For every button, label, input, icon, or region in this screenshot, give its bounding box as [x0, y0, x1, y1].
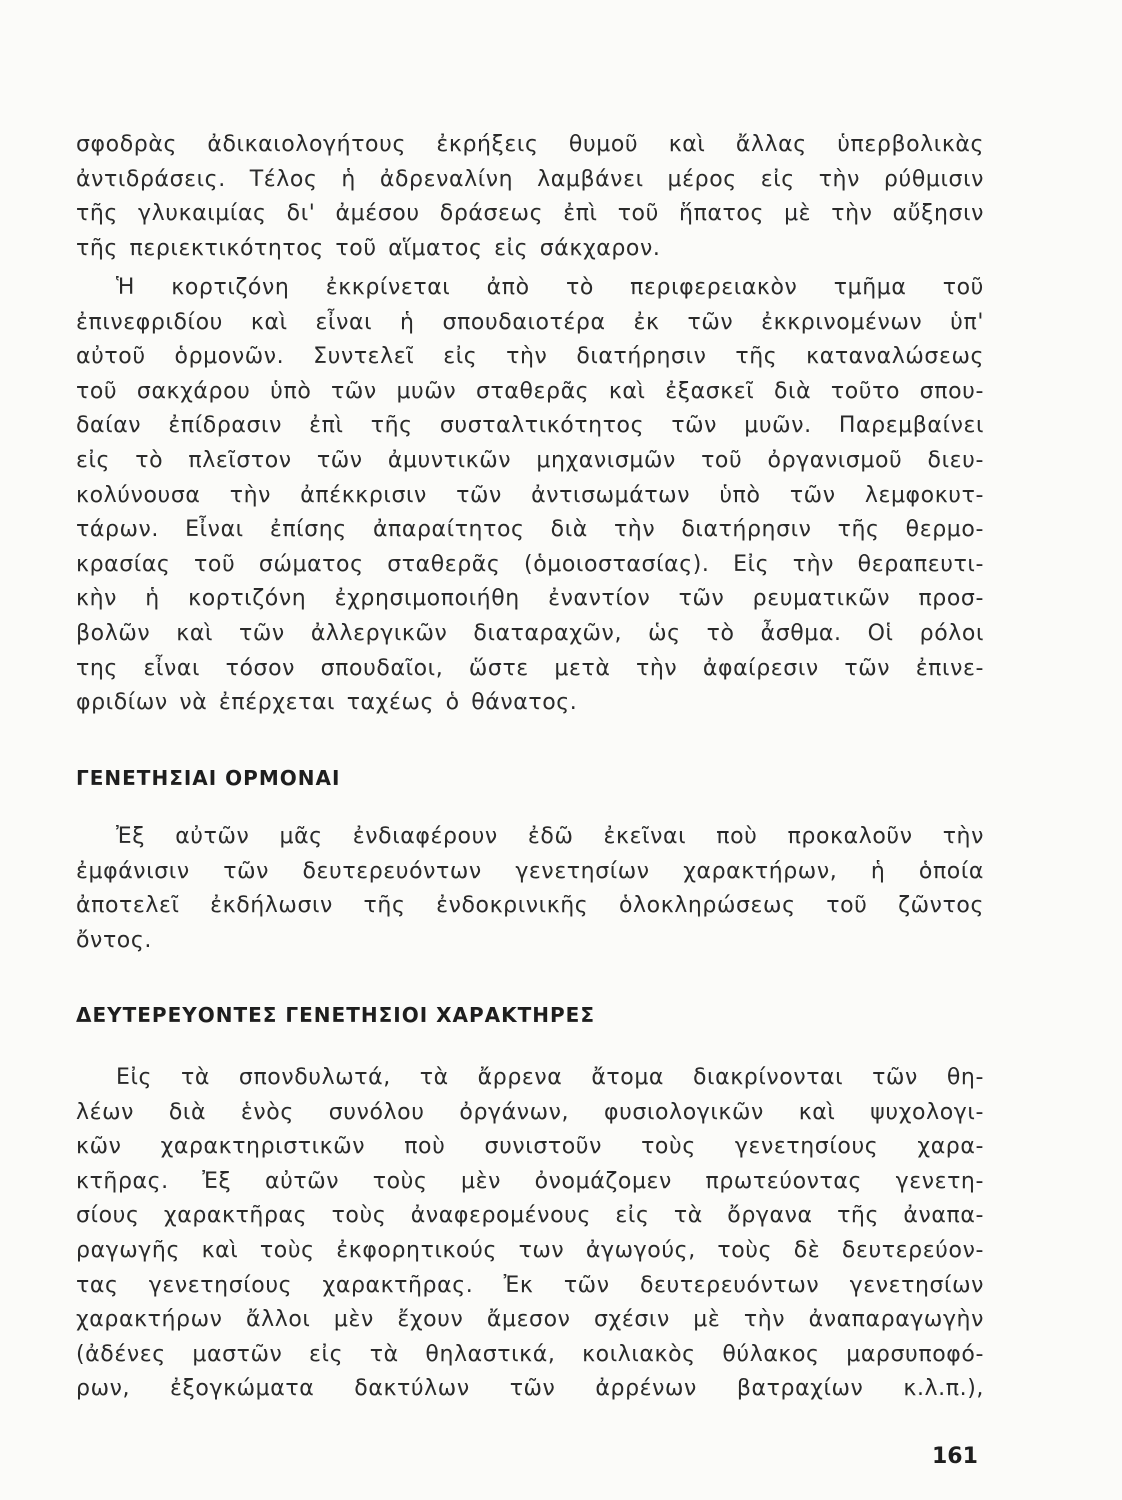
text-line: φριδίων νὰ ἐπέρχεται ταχέως ὁ θάνατος.	[76, 690, 578, 716]
text-line: δαίαν ἐπίδρασιν ἐπὶ τῆς συσταλτικότητος τῶν μυῶν. Παρεμβαίνει	[76, 413, 984, 439]
text-line: ρων, ἐξογκώματα δακτύλων τῶν ἀρρένων βατραχίων κ.λ.π.),	[76, 1376, 984, 1402]
section-heading-sex-hormones: ΓΕΝΕΤΗΣΙΑΙ ΟΡΜΟΝΑΙ	[76, 766, 341, 790]
text-line: κῶν χαρακτηριστικῶν ποὺ συνιστοῦν τοὺς γενετησίους χαρα-	[76, 1134, 984, 1160]
text-line: Ἡ κορτιζόνη ἐκκρίνεται ἀπὸ τὸ περιφερειακὸν τμῆμα τοῦ	[116, 275, 984, 300]
text-line: κολύνουσα τὴν ἀπέκκρισιν τῶν ἀντισωμάτων ὑπὸ τῶν λεμφοκυτ-	[76, 482, 984, 508]
text-line: ραγωγῆς καὶ τοὺς ἐκφορητικούς των ἀγωγούς, τοὺς δὲ δευτερεύον-	[76, 1237, 984, 1263]
text-line: τας γενετησίους χαρακτῆρας. Ἐκ τῶν δευτερευόντων γενετησίων	[76, 1272, 984, 1298]
text-line: της εἶναι τόσον σπουδαῖοι, ὥστε μετὰ τὴν ἀφαίρεσιν τῶν ἐπινε-	[76, 655, 984, 681]
paragraph-adrenaline	[76, 128, 984, 266]
text-line: λέων διὰ ἑνὸς συνόλου ὀργάνων, φυσιολογικῶν καὶ ψυχολογι-	[76, 1099, 984, 1125]
text-line: ἀντιδράσεις. Τέλος ἡ ἀδρεναλίνη λαμβάνει μέρος εἰς τὴν ρύθμισιν	[76, 166, 984, 192]
text-line: Εἰς τὰ σπονδυλωτά, τὰ ἄρρενα ἄτομα διακρίνονται τῶν θη-	[116, 1065, 984, 1090]
paragraph-secondary-characters	[76, 1061, 984, 1407]
text-line: ὄντος.	[76, 927, 152, 953]
text-line: βολῶν καὶ τῶν ἀλλεργικῶν διαταραχῶν, ὡς τὸ ἆσθμα. Οἱ ρόλοι	[76, 620, 984, 646]
paragraph-sex-hormones	[76, 820, 984, 958]
text-line: (ἀδένες μαστῶν εἰς τὰ θηλαστικά, κοιλιακὸς θύλακος μαρσυποφό-	[76, 1341, 984, 1367]
text-line: τῆς γλυκαιμίας δι' ἀμέσου δράσεως ἐπὶ τοῦ ἥπατος μὲ τὴν αὔξησιν	[76, 201, 984, 227]
text-line: ἐμφάνισιν τῶν δευτερευόντων γενετησίων χαρακτήρων, ἡ ὁποία	[76, 858, 984, 884]
text-line: σφοδρὰς ἀδικαιολογήτους ἐκρήξεις θυμοῦ καὶ ἄλλας ὑπερβολικὰς	[76, 132, 984, 157]
text-line: σίους χαρακτῆρας τοὺς ἀναφερομένους εἰς τὰ ὄργανα τῆς ἀναπα-	[76, 1203, 984, 1229]
text-line: εἰς τὸ πλεῖστον τῶν ἀμυντικῶν μηχανισμῶν τοῦ ὀργανισμοῦ διευ-	[76, 447, 984, 473]
text-line: αὐτοῦ ὁρμονῶν. Συντελεῖ εἰς τὴν διατήρησιν τῆς καταναλώσεως	[76, 344, 984, 370]
text-line: ἐπινεφριδίου καὶ εἶναι ἡ σπουδαιοτέρα ἐκ τῶν ἐκκρινομένων ὑπ'	[76, 309, 984, 335]
text-line: χαρακτήρων ἄλλοι μὲν ἔχουν ἄμεσον σχέσιν μὲ τὴν ἀναπαραγωγὴν	[76, 1307, 984, 1333]
text-line: ἀποτελεῖ ἐκδήλωσιν τῆς ἐνδοκρινικῆς ὁλοκληρώσεως τοῦ ζῶντος	[76, 893, 984, 919]
text-line: τῆς περιεκτικότητος τοῦ αἵματος εἰς σάκχαρον.	[76, 235, 661, 261]
section-heading-secondary-characters: ΔΕΥΤΕΡΕΥΟΝΤΕΣ ΓΕΝΕΤΗΣΙΟΙ ΧΑΡΑΚΤΗΡΕΣ	[76, 1003, 595, 1027]
text-line: κὴν ἡ κορτιζόνη ἐχρησιμοποιήθη ἐναντίον τῶν ρευματικῶν προσ-	[76, 586, 984, 612]
text-line: Ἐξ αὐτῶν μᾶς ἐνδιαφέρουν ἐδῶ ἐκεῖναι ποὺ προκαλοῦν τὴν	[116, 824, 984, 849]
text-line: τάρων. Εἶναι ἐπίσης ἀπαραίτητος διὰ τὴν διατήρησιν τῆς θερμο-	[76, 517, 984, 543]
text-line: κρασίας τοῦ σώματος σταθερᾶς (ὁμοιοστασίας). Εἰς τὴν θεραπευτι-	[76, 551, 984, 577]
paragraph-cortisone	[76, 271, 984, 721]
page-number: 161	[932, 1444, 978, 1469]
text-line: τοῦ σακχάρου ὑπὸ τῶν μυῶν σταθερᾶς καὶ ἐξασκεῖ διὰ τοῦτο σπου-	[76, 378, 984, 404]
text-line: κτῆρας. Ἐξ αὐτῶν τοὺς μὲν ὀνομάζομεν πρωτεύοντας γενετη-	[76, 1168, 984, 1194]
